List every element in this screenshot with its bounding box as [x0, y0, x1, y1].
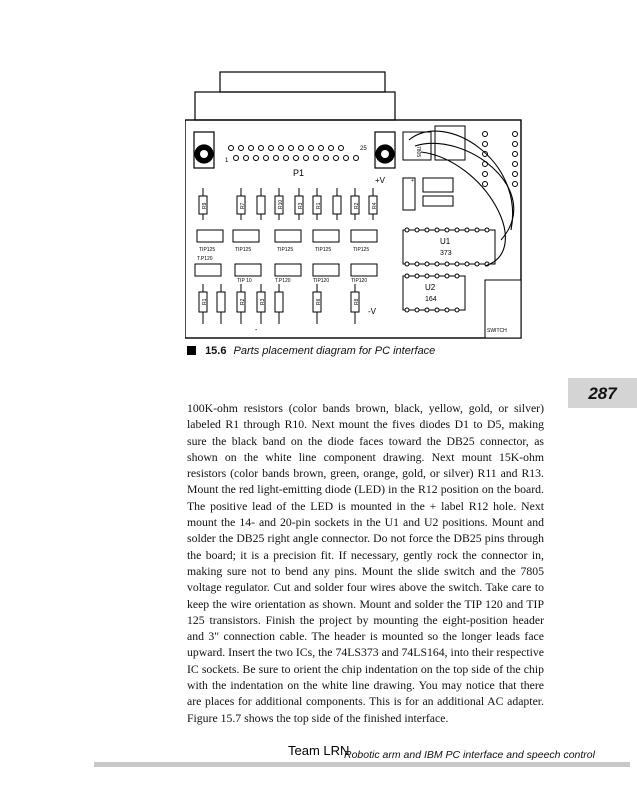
pin1-label: 1	[225, 158, 229, 164]
res-label: R7	[240, 202, 246, 209]
res-label: R6	[316, 298, 322, 305]
res-label: R1	[316, 202, 322, 209]
u2-part: 164	[425, 296, 437, 303]
res-label: R9	[202, 202, 208, 209]
u2-label: U2	[425, 283, 436, 292]
body-paragraph: 100K-ohm resistors (color bands brown, black, yellow, gold, or silver) labeled R1 through R10. Next mount the fives diodes D1 to D5, making sure the black band on the diode faces toward the DB25 connector, as shown on the white line component drawing. Next mount 15K-ohm resistors (color bands brown, green, orange, gold, or silver) R11 and R13. Mount the red light-emitting diode (LED) in the R12 position on the board. The positive lead of the LED is mounted in the + label R12 hole. Next mount the 14- and 20-pin sockets in the U1 and U2 positions. Mount and solder the DB25 right angle connector. Do not force the DB25 pins through the board; it is a precision fit. If necessary, gently rock the connector in, making sure not to bend any pins. Mount the slide switch and the 7805 voltage regulator. Cut and solder four wires above the switch. Take care to keep the wire orientation as shown. Mount and solder the TIP 120 and TIP 125 transistors. Finish the project by mounting the eight-position header and 3" connection cable. The header is mounted so the longer leads face upward. Insert the two ICs, the 74LS373 and 74LS164, into their respective IC sockets. Be sure to orient the chip indentation on the top side of the chip with the indentation on the white line drawing. You may notice that there are places for additional components. This is for an additional AC adapter. Figure 15.7 shows the top side of the finished interface.	[187, 402, 544, 725]
regulator-label: 7805	[415, 146, 421, 158]
parts-placement-diagram	[185, 70, 523, 342]
tip120-label: T.P120	[197, 256, 213, 262]
p1-label: P1	[293, 168, 305, 178]
u1-label: U1	[440, 237, 451, 246]
db25-shell-top	[220, 72, 385, 92]
tip120-label: TIP120	[313, 278, 330, 284]
tip120-label: TIP 10	[237, 278, 252, 284]
minus-mark: -	[255, 327, 258, 334]
plus-mark: +	[411, 178, 414, 184]
res-label: R4	[372, 202, 378, 209]
tip125-label: TIP125	[235, 247, 252, 253]
res-label: R2	[240, 298, 246, 305]
switch-label: SWITCH	[487, 328, 507, 334]
caption-square-icon	[187, 346, 196, 355]
res-label: R3	[298, 202, 304, 209]
tip125-label: TIP125	[277, 247, 294, 253]
figure-caption-text: Parts placement diagram for PC interface	[233, 345, 436, 357]
res-label: R10	[278, 199, 284, 209]
tip125-label: TIP125	[199, 247, 216, 253]
figure-number: 15.6	[205, 345, 227, 357]
u1-part: 373	[440, 250, 452, 257]
figure-caption	[187, 345, 435, 357]
footer-rule	[94, 762, 630, 767]
pin25-label: 25	[360, 146, 367, 152]
plus-v-label: +V	[375, 176, 386, 185]
res-label: R2	[354, 202, 360, 209]
db25-shell-body	[195, 92, 395, 120]
res-label: R8	[354, 298, 360, 305]
res-label: R1	[202, 298, 208, 305]
tip120-label: T.P120	[275, 278, 291, 284]
res-label: R3	[260, 298, 266, 305]
tip125-label: TIP125	[315, 247, 332, 253]
running-title: Robotic arm and IBM PC interface and speech control	[344, 749, 595, 761]
minus-v-label: -V	[368, 307, 376, 316]
tip120-label: TIP120	[351, 278, 368, 284]
page-number-tab: 287	[568, 378, 637, 408]
tip125-label: TIP125	[353, 247, 370, 253]
footer-watermark: Team LRN	[288, 743, 350, 758]
